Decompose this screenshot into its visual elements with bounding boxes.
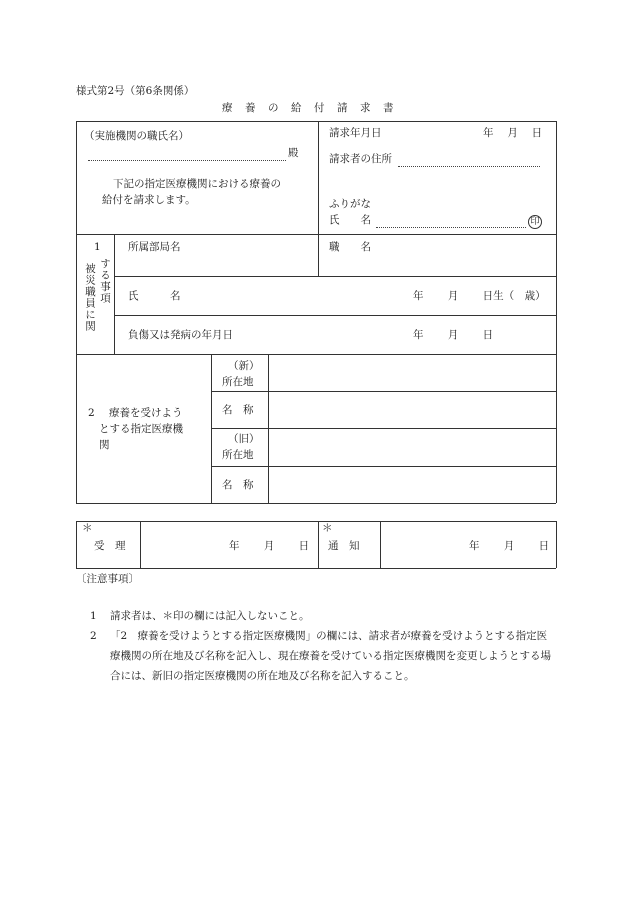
section2-number: 2	[88, 407, 95, 419]
section1-number: 1	[94, 241, 101, 253]
section1-side-label-col1: 被災職員に関	[84, 263, 97, 332]
new-address-label: 所在地	[222, 376, 254, 388]
notify-asterisk: ＊	[322, 522, 333, 534]
furigana-label: ふりがな	[329, 198, 371, 210]
injury-date-field[interactable]: 年 月 日	[413, 329, 494, 341]
old-name-label: 名 称	[222, 479, 254, 491]
request-text-line2: 給付を請求します。	[102, 194, 196, 206]
section2-label-line2: とする指定医療機	[99, 423, 183, 435]
dept-label: 所属部局名	[128, 241, 181, 253]
birth-date-field[interactable]: 年 月 日生（ 歳）	[413, 290, 546, 302]
note-text: 請求者は、＊印の欄には記入しないこと。	[110, 610, 310, 622]
notes-list	[90, 606, 556, 686]
note-text: 「2 療養を受けようとする指定医療機関」の欄には、請求者が療養を受けようとする指定医療機関の所在地及び名称を記入し、現在療養を受けている指定医療機関を変更しようとする場合には、新旧の指定医療機関の所在地及び名称を記入すること。	[110, 630, 551, 682]
request-date-field[interactable]: 年 月 日	[483, 127, 543, 139]
received-date: 年 月 日	[229, 540, 310, 552]
position-label: 職 名	[329, 241, 371, 253]
employee-name-label: 氏 名	[128, 290, 181, 302]
new-label: （新）	[228, 360, 260, 372]
request-text-line1: 下記の指定医療機関における療養の	[113, 178, 281, 190]
request-date-label: 請求年月日	[329, 127, 382, 139]
applicant-name-field[interactable]	[376, 227, 526, 228]
seal-mark: 印	[528, 215, 542, 229]
old-label: （旧）	[228, 433, 260, 445]
injury-date-label: 負傷又は発病の年月日	[128, 329, 233, 341]
note-item: 1 請求者は、＊印の欄には記入しないこと。	[90, 610, 310, 622]
notes-heading: 〔注意事項〕	[76, 573, 139, 585]
applicant-name-label: 氏 名	[329, 214, 371, 226]
honorific: 殿	[288, 147, 299, 159]
received-asterisk: ＊	[82, 522, 93, 534]
old-address-label: 所在地	[222, 449, 254, 461]
notify-date: 年 月 日	[469, 540, 550, 552]
form-number: 様式第2号（第6条関係）	[76, 85, 195, 97]
notify-label: 通 知	[328, 540, 360, 552]
received-label: 受 理	[94, 540, 126, 552]
new-name-label: 名 称	[222, 404, 254, 416]
agency-name-field[interactable]	[88, 160, 286, 161]
note-item: 2 「2 療養を受けようとする指定医療機関」の欄には、請求者が療養を受けようとする指定医療機関の所在地及び名称を記入し、現在療養を受けている指定医療機関を変更しようとする場合には、新旧の指定医療機関の所在地及び名称を記入すること。	[90, 630, 551, 682]
section2-label-line1: 療養を受けよう	[109, 407, 183, 419]
section1-side-label-col2: する事項	[99, 258, 112, 304]
section2-label-line3: 関	[99, 439, 110, 451]
address-label: 請求者の住所	[329, 153, 392, 165]
page-title: 療 養 の 給 付 請 求 書	[222, 102, 395, 114]
address-field[interactable]	[398, 166, 540, 167]
agency-label: （実施機関の職氏名）	[84, 130, 189, 142]
